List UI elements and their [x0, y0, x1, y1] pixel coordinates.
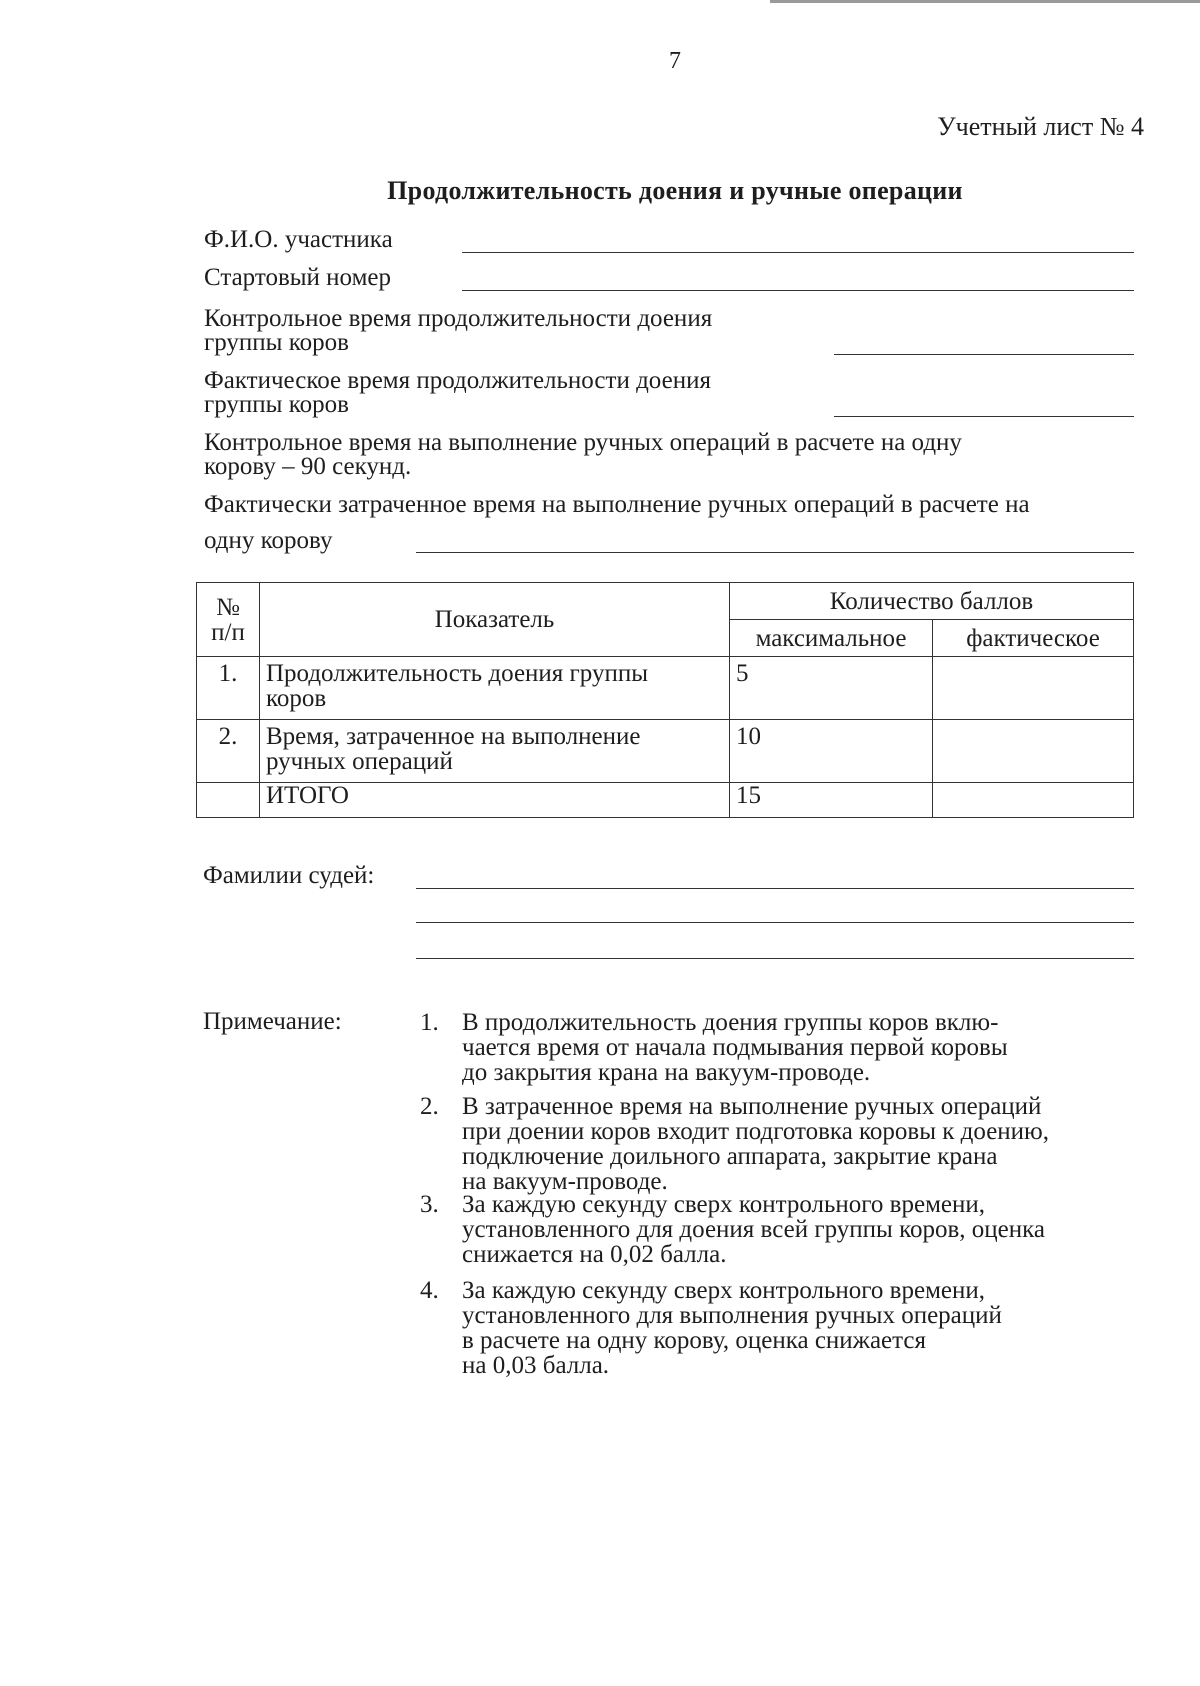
note-item — [420, 1010, 1140, 1085]
row-indicator-line2: ручных операций — [266, 748, 453, 775]
row-actual[interactable] — [933, 657, 1134, 720]
table-row — [197, 657, 1134, 720]
note-line: За каждую секунду сверх контрольного времени, — [462, 1277, 986, 1304]
page-number: 7 — [669, 48, 681, 74]
note-item — [420, 1192, 1140, 1267]
note-number: 3. — [420, 1191, 439, 1218]
note-line: на 0,03 балла. — [462, 1352, 610, 1379]
header-actual: фактическое — [933, 620, 1134, 657]
judges-label: Фамилии судей: — [203, 862, 375, 889]
start-number-line[interactable] — [462, 276, 1134, 291]
table-row — [197, 720, 1134, 783]
judges-line-1[interactable] — [416, 874, 1134, 889]
note-label: Примечание: — [203, 1008, 342, 1035]
note-line: в расчете на одну корову, оценка снижается — [462, 1327, 926, 1354]
row-indicator — [260, 720, 730, 783]
header-num — [197, 583, 260, 657]
table-row-total — [197, 783, 1134, 818]
judges-line-3[interactable] — [416, 944, 1134, 959]
header-max: максимальное — [730, 620, 933, 657]
manual-actual-line[interactable] — [416, 538, 1134, 553]
control-time-line[interactable] — [834, 340, 1134, 355]
row-actual[interactable] — [933, 720, 1134, 783]
header-points: Количество баллов — [730, 583, 1134, 620]
manual-control-text-line2: корову – 90 секунд. — [204, 453, 412, 480]
row-indicator — [260, 657, 730, 720]
note-number: 2. — [420, 1093, 439, 1120]
total-actual[interactable] — [933, 783, 1134, 818]
total-num — [197, 783, 260, 818]
actual-time-label-line1: Фактическое время продолжительности доения — [204, 367, 711, 394]
header-num-line2: п/п — [211, 618, 245, 646]
manual-control-text-line1: Контрольное время на выполнение ручных операций в расчете на одну — [204, 429, 962, 456]
row-num: 1. — [197, 657, 260, 720]
row-indicator-line1: Продолжительность доения группы — [266, 660, 649, 687]
manual-actual-text-line2: одну корову — [204, 527, 333, 554]
note-line: В затраченное время на выполнение ручных операций — [462, 1093, 1042, 1120]
judges-line-2[interactable] — [416, 908, 1134, 923]
row-indicator-line1: Время, затраченное на выполнение — [266, 723, 641, 750]
scan-edge — [770, 0, 1200, 3]
participant-name-line[interactable] — [462, 238, 1134, 253]
note-number: 1. — [420, 1009, 439, 1036]
note-item — [420, 1278, 1140, 1378]
note-line: установленного для доения всей группы коров, оценка — [462, 1216, 1045, 1243]
header-num-line1: № — [216, 593, 240, 621]
total-label: ИТОГО — [260, 783, 730, 818]
row-indicator-line2: коров — [266, 685, 327, 712]
control-time-label-line1: Контрольное время продолжительности доения — [204, 305, 713, 332]
row-num: 2. — [197, 720, 260, 783]
total-max: 15 — [730, 783, 933, 818]
note-line: на вакуум-проводе. — [462, 1168, 668, 1195]
sheet-label: Учетный лист № 4 — [937, 112, 1144, 141]
note-line: В продолжительность доения группы коров вклю- — [462, 1009, 999, 1036]
note-number: 4. — [420, 1277, 439, 1304]
document-title: Продолжительность доения и ручные операции — [387, 176, 963, 205]
note-line: подключение доильного аппарата, закрытие крана — [462, 1143, 998, 1170]
manual-actual-text-line1: Фактически затраченное время на выполнение ручных операций в расчете на — [204, 491, 1030, 518]
score-table — [196, 582, 1134, 818]
header-indicator: Показатель — [260, 583, 730, 657]
start-number-label: Стартовый номер — [204, 264, 391, 291]
note-item — [420, 1094, 1140, 1194]
note-line: до закрытия крана на вакуум-проводе. — [462, 1059, 871, 1086]
note-line: снижается на 0,02 балла. — [462, 1241, 727, 1268]
participant-name-label: Ф.И.О. участника — [204, 226, 393, 253]
note-line: За каждую секунду сверх контрольного времени, — [462, 1191, 986, 1218]
note-line: при доении коров входит подготовка коровы к доению, — [462, 1118, 1049, 1145]
actual-time-line[interactable] — [834, 402, 1134, 417]
row-max: 5 — [730, 657, 933, 720]
actual-time-label-line2: группы коров — [204, 391, 349, 418]
control-time-label-line2: группы коров — [204, 329, 349, 356]
note-line: чается время от начала подмывания первой коровы — [462, 1034, 1008, 1061]
note-line: установленного для выполнения ручных операций — [462, 1302, 1002, 1329]
row-max: 10 — [730, 720, 933, 783]
